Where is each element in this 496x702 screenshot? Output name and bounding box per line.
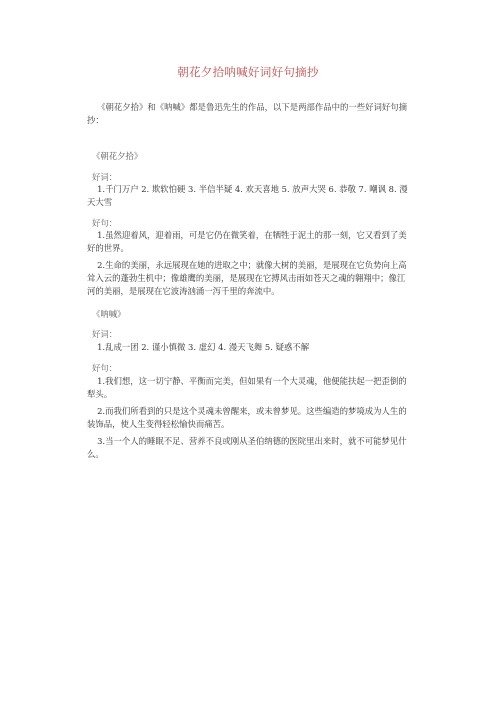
intro-paragraph: 《朝花夕拾》和《呐喊》都是鲁迅先生的作品，以下是两部作品中的一些好词好句摘抄： [87, 102, 407, 125]
good-words-list [87, 341, 413, 354]
good-words-list [87, 183, 413, 209]
sentence-item: 1.我们想，这一切宁静、平衡而完美，但如果有一个大灵魂，他便能扶起一把歪倒的犁头。 [87, 376, 407, 399]
section-heading-zhaohuaxishi: 《朝花夕拾》 [92, 151, 143, 161]
good-sentences-list [87, 229, 413, 298]
sentence-item: 2.生命的美丽，永远展现在她的进取之中；就像大树的美丽，是展现在它负势向上高耸入云的蓬勃生机中；像雄鹰的美丽，是展现在它搏风击雨如苍天之魂的翱翔中；像江河的美丽，是展现在它波涛汹涌一泻千里的奔流中。 [87, 260, 407, 296]
good-words-label: 好词： [92, 172, 118, 182]
good-words-label: 好词： [92, 329, 118, 339]
sentence-item: 2.而我们所看到的只是这个灵魂未曾醒来，或未曾梦见。这些编造的梦境成为人生的装饰品，使人生变得轻松愉快而痛苦。 [87, 406, 407, 429]
sentence-item: 3.当一个人的睡眠不足、营养不良或刚从圣伯纳德的医院里出来时，就不可能梦见什么。 [87, 436, 407, 459]
good-words-text: 1.乱成一团 2. 谨小慎微 3. 虚幻 4. 漫天飞舞 5. 疑惑不解 [97, 342, 310, 352]
good-sentences-list [87, 375, 413, 461]
good-sentences-label: 好句： [92, 218, 118, 228]
good-sentences-label: 好句： [92, 363, 118, 373]
section-heading-nahan: 《呐喊》 [92, 309, 126, 319]
good-words-text: 1.千门万户 2. 欺软怕硬 3. 半信半疑 4. 欢天喜地 5. 放声大哭 6. 恭敬 7. 嘲讽 8. 漫天大雪 [87, 184, 408, 207]
sentence-item: 1.虽然迎着风，迎着雨，可是它仍在微笑着，在牺牲于泥土的那一刻，它又看到了美好的世界。 [87, 230, 407, 253]
document-title: 朝花夕拾呐喊好词好句摘抄 [177, 65, 319, 79]
